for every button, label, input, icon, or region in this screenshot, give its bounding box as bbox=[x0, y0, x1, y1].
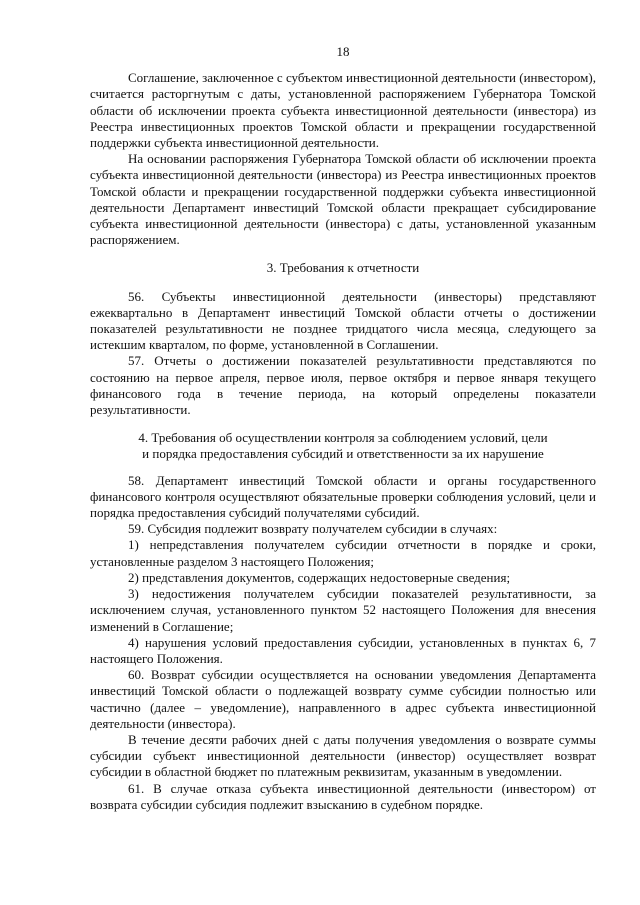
paragraph-58: 58. Департамент инвестиций Томской области и органы государственного финансового контроля осуществляют обязательные проверки соблюдения условий, цели и порядка предоставления субсидий получателями субсидий. bbox=[90, 472, 596, 521]
list-item-2: 2) представления документов, содержащих недостоверные сведения; bbox=[128, 569, 511, 585]
paragraph-57: 57. Отчеты о достижении показателей результативности представляются по состоянию на первое апреля, первое июля, первое октября и первое января текущего финансового года в течение периода, на который определены показатели результативности. bbox=[90, 353, 596, 418]
paragraph: На основании распоряжения Губернатора Томской области об исключении проекта субъекта инвестиционной деятельности (инвестора) из Реестра инвестиционных проектов Томской области и прекращении государственной поддержки субъекта инвестиционной деятельности Департамент инвестиций Томской области прекращает субсидирование субъекта инвестиционной деятельности (инвестора) с даты, установленной указанным распоряжением. bbox=[90, 151, 596, 248]
page-number: 18 bbox=[336, 44, 350, 59]
paragraph-56: 56. Субъекты инвестиционной деятельности (инвесторы) представляют ежеквартально в Департамент инвестиций Томской области отчеты о достижении показателей результативности не позднее тридцатого числа месяца, следующего за истекшим кварталом, по форме, установленной в Соглашении. bbox=[90, 288, 596, 353]
paragraph: Соглашение, заключенное с субъектом инвестиционной деятельности (инвестором), считается расторгнутым с даты, установленной распоряжением Губернатора Томской области об исключении проекта субъекта инвестиционной деятельности (инвестора) из Реестра инвестиционных проектов Томской области и прекращении государственной поддержки субъекта инвестиционной деятельности. bbox=[90, 70, 596, 151]
paragraph-60: 60. Возврат субсидии осуществляется на основании уведомления Департамента инвестиций Томской области о подлежащей возврату сумме субсидии полностью или частично (далее – уведомление), направленного в адрес субъекта инвестиционной деятельности (инвестора). bbox=[90, 667, 596, 731]
list-item-3: 3) недостижения получателем субсидии показателей результативности, за исключением случая, установленного пунктом 52 настоящего Положения для внесения изменений в Соглашение; bbox=[90, 586, 596, 634]
list-item-4: 4) нарушения условий предоставления субсидии, установленных в пунктах 6, 7 настоящего Положения. bbox=[90, 634, 596, 666]
paragraph-60-continued: В течение десяти рабочих дней с даты получения уведомления о возврате суммы субсидии субъект инвестиционной деятельности (инвестор) осуществляет возврат субсидии в областной бюджет по платежным реквизитам, указанным в уведомлении. bbox=[90, 731, 596, 780]
document-page bbox=[90, 44, 596, 813]
section-heading-3: 3. Требования к отчетности bbox=[266, 260, 420, 276]
section-heading-4-line2: и порядка предоставления субсидий и ответственности за их нарушение bbox=[142, 446, 544, 462]
paragraph-59: 59. Субсидия подлежит возврату получателем субсидии в случаях: bbox=[128, 521, 498, 537]
paragraph-61: 61. В случае отказа субъекта инвестиционной деятельности (инвестором) от возврата субсидии субсидия подлежит взысканию в судебном порядке. bbox=[90, 780, 596, 812]
section-heading-4 bbox=[90, 430, 596, 462]
section-heading-4-line1: 4. Требования об осуществлении контроля за соблюдением условий, цели bbox=[138, 430, 548, 446]
list-item-1: 1) непредставления получателем субсидии отчетности в порядке и сроки, установленные разделом 3 настоящего Положения; bbox=[90, 537, 596, 569]
